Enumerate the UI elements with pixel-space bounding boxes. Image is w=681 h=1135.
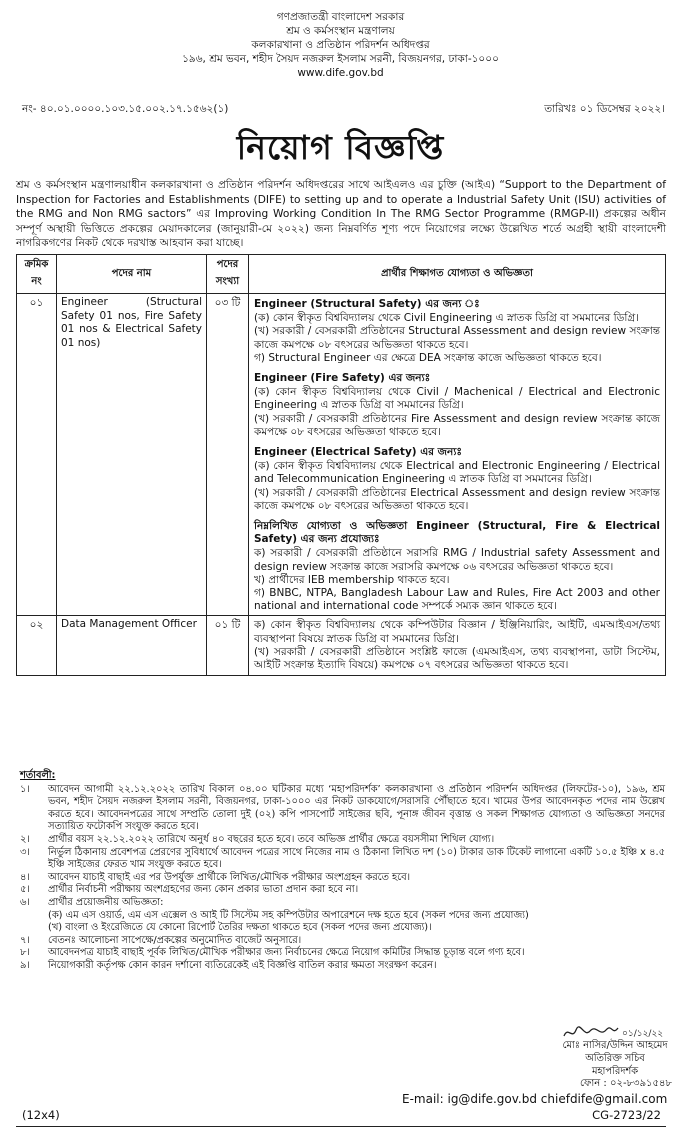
condition-item — [20, 960, 665, 973]
condition-item — [20, 784, 665, 834]
condition-text: আবেদন যাচাই বাছাই এর পর উপর্যুক্ত প্রার্থীকে লিখিত/মৌখিক পরীক্ষার অংশগ্রহন করতে হবে। — [48, 871, 411, 883]
phone-number: ফোন : ০২-৮৩৯১৫৪৮ — [580, 1078, 673, 1089]
electrical-safety-block — [254, 446, 660, 513]
data-officer-item: (খ) সরকারী / বেসরকারী প্রতিষ্ঠানে সংশ্লিষ্ট ফাজে (এমআইএস, তথ্য ব্যবস্থাপনা, ডাটা সিস্টেম, আইটি সংক্রান্ত ইত্যাদি বিষয়ে) কমপক্ষে ০৭ বৎসরের অভিজ্ঞতা থাকতে হবে। — [254, 645, 660, 672]
memo-number: নং- ৪০.০১.০০০০.১০৩.১৫.০০২.১৭.১৫৬২(১) — [22, 103, 229, 115]
table-row — [17, 616, 666, 676]
row-serial: ০২ — [17, 616, 57, 676]
header-ministry: শ্রম ও কর্মসংস্থান মন্ত্রণালয় — [286, 25, 395, 37]
col-serial: ক্রমিক নং — [17, 255, 57, 294]
signatory-office: মহাপরিদর্শক — [591, 1065, 639, 1077]
condition-subitem — [20, 910, 665, 923]
row-serial: ০১ — [17, 294, 57, 616]
condition-number — [20, 910, 48, 923]
col-post-count: পদের সংখ্যা — [207, 255, 249, 294]
condition-item — [20, 884, 665, 897]
condition-item — [20, 947, 665, 960]
structural-item: গ) Structural Engineer এর ক্ষেত্রে DEA সংক্রান্ত কাজে অভিজ্ঞতা থাকতে হবে। — [254, 351, 602, 364]
condition-text: প্রার্থীর প্রয়োজনীয় অভিজ্ঞতা: — [48, 896, 164, 908]
electrical-item: (খ) সরকারী / বেসরকারী প্রতিষ্ঠানের Electrical Assessment and design review সংক্রান্ত কাজে কমপক্ষে ০৮ বৎসরের অভিজ্ঞতা থাকতে হবে। — [254, 486, 660, 512]
header-government: গণপ্রজাতন্ত্রী বাংলাদেশ সরকার — [276, 11, 405, 23]
condition-text: প্রার্থীর নির্বাচনী পরীক্ষায় অংশগ্রহণের জন্য কোন প্রকার ভাতা প্রদান করা হবে না। — [48, 884, 359, 896]
row-qualification — [249, 616, 666, 676]
condition-text: বেতনঃ আলোচনা সাপেক্ষে/প্রকল্পের অনুমোদিত বাজেট অনুসারে। — [48, 934, 302, 946]
vacancy-table — [16, 254, 666, 676]
condition-number: ৩। — [20, 846, 30, 858]
data-officer-item: ক) কোন স্বীকৃত বিশ্ববিদ্যালয় থেকে কম্পিউটার বিজ্ঞান / ইঞ্জিনিয়ারিং, আইটি, এমআইএস/তথ্য ব্যবস্থাপনা বিষয়ে স্নাতক ডিগ্রি বা সমমানের ডিগ্রি। — [254, 619, 660, 645]
row-post-name: Data Management Officer — [57, 616, 207, 676]
condition-text: নিয়োগকারী কর্তৃপক্ষ কোন কারন দর্শানো ব্যতিরেকেই এই বিজ্ঞপ্তি বাতিল করার ক্ষমতা সংরক্ষণ করেন। — [48, 959, 437, 971]
signatory-designation: অতিরিক্ত সচিব — [585, 1052, 645, 1064]
row-qualification — [249, 294, 666, 616]
condition-text: (ক) এম এস ওয়ার্ড, এম এস এক্সেল ও আই টি সিস্টেম সহ কম্পিউটার অপারেশনে দক্ষ হতে হবে (সকল পদের জন্য প্রযোজ্য) — [48, 909, 529, 921]
condition-number: ১। — [20, 783, 30, 795]
structural-heading: Engineer (Structural Safety) এর জন্য ঃ — [254, 298, 480, 310]
condition-text: আবেদন আগামী ২২.১২.২০২২ তারিখ বিকাল ০৪.০০ ঘটিকার মধ্যে ‘মহাপরিদর্শক’ কলকারখানা ও প্রতিষ্ঠান পরিদর্শন অধিদপ্তর (লিফটের-১০), ১৯৬, শ্রম ভবন, শহীদ সৈয়দ নজরুল ইসলাম সরনী, বিজয়নগর, ঢাকা-১০০০ এর নিকট ডাকযোগে/সরাসরি পৌঁছাতে হবে। খামের উপর আবেদনকৃত পদের নাম উল্লেখ করতে হবে। আবেদনপত্রের সাথে সম্প্রতি তোলা দুই (০২) কপি পাসপোর্ট সাইজের ছবি, পূনাঙ্গ জীবন বৃত্তান্ত ও সকল শিক্ষাগত যোগ্যতা ও অভিজ্ঞতা সনদের সত্যায়িত ফটোকপি সংযুক্ত করতে হবে। — [48, 783, 665, 833]
bottom-divider — [16, 1126, 666, 1127]
electrical-heading: Engineer (Electrical Safety) এর জন্যঃ — [254, 446, 462, 459]
col-post-name: পদের নাম — [57, 255, 207, 294]
common-item: খ) প্রার্থীদের IEB membership থাকতে হবে। — [254, 573, 450, 586]
condition-item — [20, 935, 665, 948]
intro-paragraph: শ্রম ও কর্মসংস্থান মন্ত্রণালয়াধীন কলকারখানা ও প্রতিষ্ঠান পরিদর্শন অধিদপ্তরের সাথে আইএলও এর চুক্তি (আইএ) “Support to the Department of Inspection for Factories and Establishments (DIFE) to setting up and to operate a Industrial Safety Unit (ISU) activities of the RMG and Non RMG sactors” এর Improving Working Condition In The RMG Sector Programme (RMGP-II) প্রকল্পের অধীন সম্পূর্ণ অস্থায়ী ভিত্তিতে প্রকল্পের মেয়াদকালের (জানুয়ারী-মে ২০২২) জন্য নিম্নবর্ণিত শূণ্য পদে নিয়োগের লক্ষ্যে উল্লেখিত শর্তে অগ্রহী স্থায়ী বাংলাদেশী নাগরিকগণের নিকট থেকে দরখাস্ত আহবান করা যাচ্ছে। — [16, 179, 666, 250]
condition-number: ৬। — [20, 896, 30, 908]
table-row — [17, 294, 666, 616]
header-website[interactable]: www.dife.gov.bd — [297, 67, 384, 79]
fire-item: (ক) কোন স্বীকৃত বিশ্ববিদ্যালয় থেকে Civil / Machenical / Electrical and Electronic Engineering এ স্নাতক ডিগ্রি বা সমমানের ডিগ্রি। — [254, 386, 660, 412]
fire-safety-block — [254, 372, 660, 439]
common-item: ক) সরকারী / বেসরকারী প্রতিষ্ঠানে সরাসরি RMG / Industrial safety Assessment and design review সংক্রান্ত কাজে সরাসরি কমপক্ষে ০৬ বৎসরের অভিজ্ঞতা থাকতে হবে। — [254, 547, 660, 573]
condition-number: ৭। — [20, 934, 30, 946]
fire-heading: Engineer (Fire Safety) এর জন্যঃ — [254, 372, 431, 385]
condition-text: (খ) বাংলা ও ইংরেজিতে যে কোনো রিপোর্ট তৈরির দক্ষতা থাকতে হবে (সকল পদের জন্য প্রযোজ্য)। — [48, 922, 432, 934]
condition-number — [20, 922, 48, 935]
condition-number: ২। — [20, 833, 30, 845]
page-title: নিয়োগ বিজ্ঞপ্তি — [236, 128, 445, 167]
condition-text: নির্ভুল ঠিকানায় প্রবেশপত্র প্রেরণের সুবিধার্থে আবেদন পত্রের সাথে নিজের নাম ও ঠিকানা লিখিত দশ (১০) টাকার ডাক টিকেট লাগানো একটি ১০.৫ ইঞ্চি x ৪.৫ ইঞ্চি সাইজের ফেরত খাম সংযুক্ত করতে হবে। — [48, 846, 665, 871]
signature-scrawl — [560, 1022, 670, 1042]
signatory-name: মোঃ নাসির/উদ্দিন আহমেদ — [562, 1040, 668, 1051]
conditions-title: শর্তাবলী: — [20, 770, 56, 781]
col-qualification: প্রার্থীর শিক্ষাগত যোগ্যতা ও অভিজ্ঞতা — [249, 255, 666, 294]
fire-item: (খ) সরকারী / বেসরকারী প্রতিষ্ঠানের Fire Assessment and design review সংক্রান্ত কাজে কমপক্ষে ০৮ বৎসরের অভিজ্ঞতা থাকতে হবে। — [254, 412, 660, 438]
cg-reference: CG-2723/22 — [592, 1108, 661, 1122]
header-department: কলকারখানা ও প্রতিষ্ঠান পরিদর্শন অধিদপ্তর — [251, 39, 430, 51]
row-post-name: Engineer (Structural Safety 01 nos, Fire Safety 01 nos & Electrical Safety 01 nos) — [57, 294, 207, 616]
structural-item: (খ) সরকারী / বেসরকারী প্রতিষ্ঠানের Structural Assessment and design review সংক্রান্ত কাজে কমপক্ষে ০৮ বৎসরের অভিজ্ঞতা থাকতে হবে। — [254, 325, 660, 351]
row-post-count: ০৩ টি — [207, 294, 249, 616]
structural-item: (ক) কোন স্বীকৃত বিশ্ববিদ্যালয় থেকে Civil Engineering এ স্নাতক ডিগ্রি বা সমমানের ডিগ্রি। — [254, 312, 640, 325]
condition-item — [20, 847, 665, 872]
common-requirements-block — [254, 520, 660, 613]
signature-date: ০১/১২/২২ — [622, 1029, 664, 1039]
condition-number: ৮। — [20, 947, 30, 959]
condition-item — [20, 834, 665, 847]
electrical-item: (ক) কোন স্বীকৃত বিশ্ববিদ্যালয় থেকে Electrical and Electronic Engineering / Electrical and Telecommunication Engineering এ স্নাতক ডিগ্রি বা সমমানের ডিগ্রি। — [254, 460, 660, 486]
condition-number: ৪। — [20, 871, 30, 883]
office-header — [0, 10, 681, 80]
condition-text: আবেদনপত্র যাচাই বাছাই পূর্বক লিখিত/মৌখিক পরীক্ষার জন্য নির্বাচনের ক্ষেত্রে নিয়োগ কমিটির সিদ্ধান্ত চূড়ান্ত বলে গণ্য হবে। — [48, 947, 525, 959]
condition-item — [20, 872, 665, 885]
table-header-row — [17, 255, 666, 294]
structural-safety-block — [254, 298, 660, 365]
notice-date: তারিখঃ ০১ ডিসেম্বর ২০২২। — [544, 103, 665, 115]
condition-subitem — [20, 922, 665, 935]
conditions-section — [20, 770, 665, 973]
ad-size: (12x4) — [22, 1108, 60, 1122]
common-heading: নিম্নলিখিত যোগ্যতা ও অভিজ্ঞতা Engineer (Structural, Fire & Electrical Safety) এর জন্য প্রযোজ্যঃ — [254, 520, 660, 546]
signatory-block — [560, 1040, 670, 1078]
condition-number: ৯। — [20, 959, 30, 971]
condition-item — [20, 897, 665, 910]
row-post-count: ০১ টি — [207, 616, 249, 676]
header-address: ১৯৬, শ্রম ভবন, শহীদ সৈয়দ নজরুল ইসলাম সরনী, বিজয়নগর, ঢাকা-১০০০ — [182, 53, 499, 65]
email-contact[interactable]: E-mail: ig@dife.gov.bd chiefdife@gmail.com — [402, 1092, 668, 1106]
condition-number: ৫। — [20, 884, 30, 896]
common-item: গ) BNBC, NTPA, Bangladesh Labour Law and Rules, Fire Act 2003 and other national and international code সম্পর্কে সম্যক জ্ঞান থাকতে হবে। — [254, 587, 660, 613]
condition-text: প্রার্থীর বয়স ২২.১২.২০২২ তারিখে অনুর্ধ ৪০ বছরের হতে হবে। তবে অভিজ্ঞ প্রার্থীর ক্ষেত্রে বয়সসীমা শিথিল যোগ্য। — [48, 833, 495, 845]
